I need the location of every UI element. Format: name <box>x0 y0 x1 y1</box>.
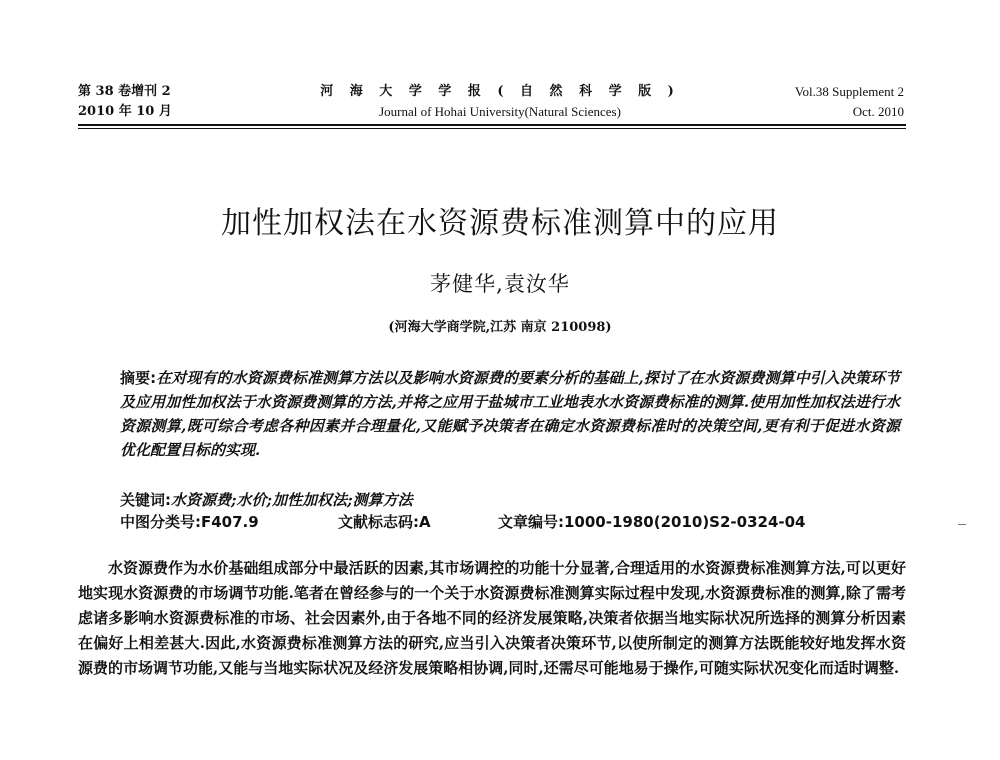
keywords-label: 关键词: <box>120 491 171 509</box>
margin-mark <box>958 524 966 525</box>
header-rule-thick <box>78 124 906 126</box>
abstract-label: 摘要: <box>120 369 157 387</box>
header-date-en: Oct. 2010 <box>852 104 904 119</box>
header-center <box>320 82 680 122</box>
article-authors: 茅健华,袁汝华 <box>430 272 570 296</box>
article-affiliation: (河海大学商学院,江苏 南京 210098) <box>388 320 612 335</box>
classification-line <box>120 510 900 534</box>
header-left <box>78 82 172 122</box>
article-title: 加性加权法在水资源费标准测算中的应用 <box>221 206 779 241</box>
journal-name-cn: 河 海 大 学 学 报 ( 自 然 科 学 版 ) <box>320 84 680 99</box>
abstract <box>120 366 900 462</box>
header-rule-thin <box>78 128 906 129</box>
journal-name-en: Journal of Hohai University(Natural Sciences) <box>379 104 621 119</box>
article-number: 文章编号:1000-1980(2010)S2-0324-04 <box>498 513 806 531</box>
keywords <box>120 488 900 512</box>
abstract-text: 在对现有的水资源费标准测算方法以及影响水资源费的要素分析的基础上,探讨了在水资源费测算中引入决策环节及应用加性加权法于水资源费测算的方法,并将之应用于盐城市工业地表水水资源费标准的测算.使用加性加权法进行水资源测算,既可综合考虑各种因素并合理量化,又能赋予决策者在确定水资源费标准时的决策空间,更有利于促进水资源优化配置目标的实现. <box>120 369 901 459</box>
header-right <box>795 82 904 122</box>
document-code: 文献标志码:A <box>338 513 431 531</box>
header-date: 2010 年 10 月 <box>78 104 172 119</box>
clc-number: 中图分类号:F407.9 <box>120 513 259 531</box>
keywords-text: 水资源费;水价;加性加权法;测算方法 <box>171 491 413 509</box>
header-volume: 第 38 卷增刊 2 <box>78 84 171 99</box>
body-paragraph: 水资源费作为水价基础组成部分中最活跃的因素,其市场调控的功能十分显著,合理适用的水资源费标准测算方法,可以更好地实现水资源费的市场调节功能.笔者在曾经参与的一个关于水资源费标准测算实际过程中发现,水资源费标准的测算,除了需考虑诸多影响水资源费标准的市场、社会因素外,由于各地不同的经济发展策略,决策者依据当地实际状况所选择的测算分析因素在偏好上相差甚大.因此,水资源费标准测算方法的研究,应当引入决策者决策环节,以使所制定的测算方法既能较好地发挥水资源费的市场调节功能,又能与当地实际状况及经济发展策略相协调,同时,还需尽可能地易于操作,可随实际状况变化而适时调整. <box>78 559 906 677</box>
header-volume-en: Vol.38 Supplement 2 <box>794 84 904 99</box>
